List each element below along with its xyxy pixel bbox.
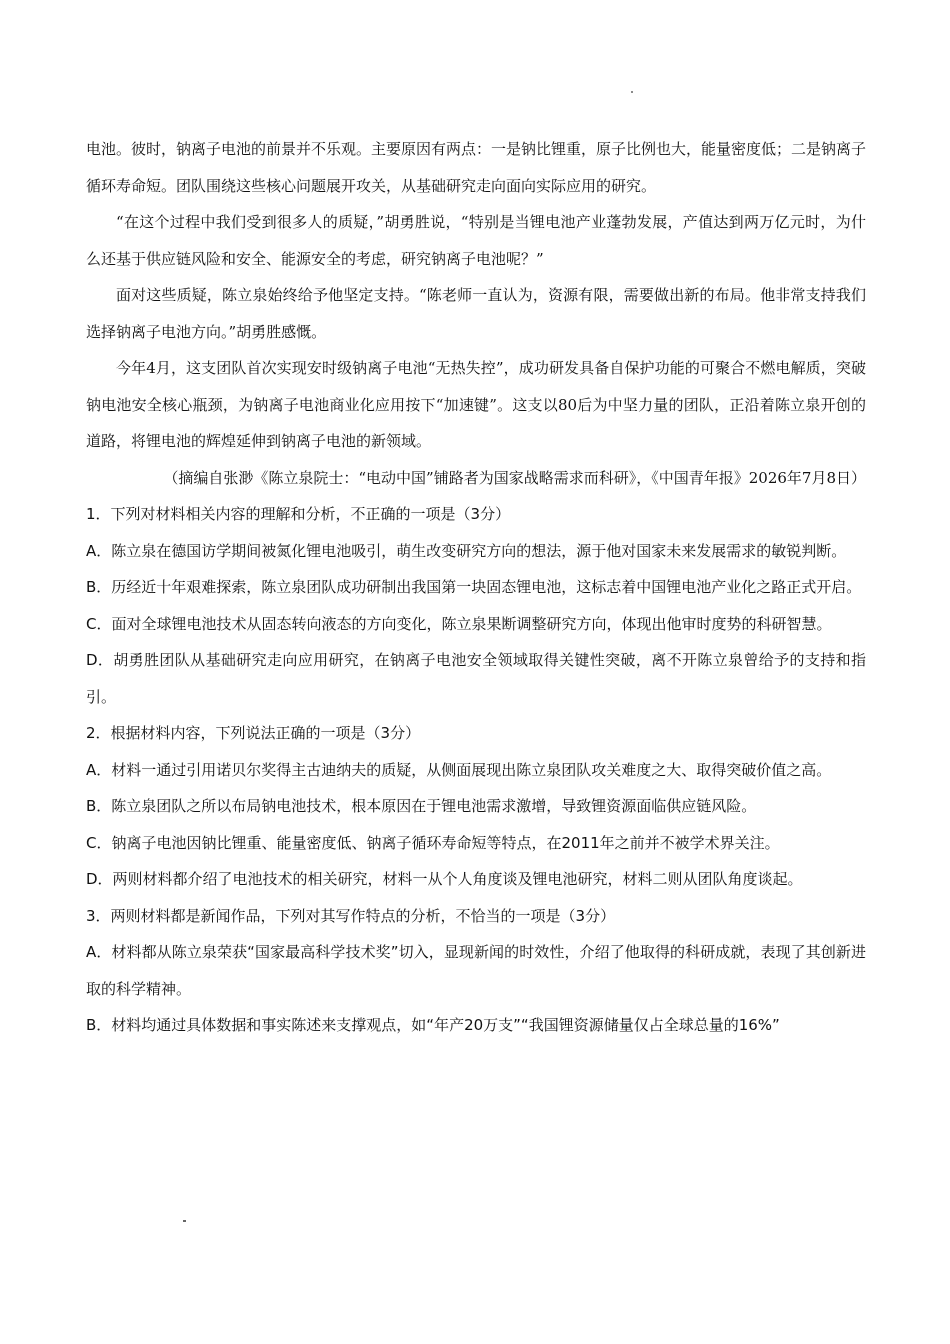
question-option: C．面对全球锂电池技术从固态转向液态的方向变化，陈立泉果断调整研究方向，体现出他审时度势的科研智慧。 xyxy=(86,614,832,633)
passage-paragraph: 面对这些质疑，陈立泉始终给予他坚定支持。“陈老师一直认为，资源有限，需要做出新的布局。他非常支持我们选择钠离子电池方向。”胡勇胜感慨。 xyxy=(86,286,866,341)
footer-mark xyxy=(183,1220,186,1222)
question-option: B．陈立泉团队之所以布局钠电池技术，根本原因在于锂电池需求激增，导致锂资源面临供应链风险。 xyxy=(86,797,757,815)
passage-source: （摘编自张渺《陈立泉院士：“电动中国”铺路者为国家战略需求而科研》，《中国青年报》2026年7月8日） xyxy=(163,468,866,487)
question-option: A．材料一通过引用诺贝尔奖得主古迪纳夫的质疑，从侧面展现出陈立泉团队攻关难度之大、取得突破价值之高。 xyxy=(86,760,832,779)
passage-paragraph: 今年4月，这支团队首次实现安时级钠离子电池“无热失控”，成功研发具备自保护功能的可聚合不燃电解质，突破钠电池安全核心瓶颈，为钠离子电池商业化应用按下“加速键”。这支以80后为中坚力量的团队，正沿着陈立泉开创的道路，将锂电池的辉煌延伸到钠离子电池的新领域。 xyxy=(86,359,866,450)
question-option: B．材料均通过具体数据和事实陈述来支撑观点，如“年产20万支”“我国锂资源储量仅占全球总量的16%” xyxy=(86,1016,780,1034)
passage-paragraph: “在这个过程中我们受到很多人的质疑，”胡勇胜说，“特别是当锂电池产业蓬勃发展，产值达到两万亿元时，为什么还基于供应链风险和安全、能源安全的考虑，研究钠离子电池呢？” xyxy=(86,213,866,268)
question-option: D．胡勇胜团队从基础研究走向应用研究，在钠离子电池安全领域取得关键性突破，离不开陈立泉曾给予的支持和指引。 xyxy=(86,651,866,706)
question-option: D．两则材料都介绍了电池技术的相关研究，材料一从个人角度谈及锂电池研究，材料二则从团队角度谈起。 xyxy=(86,870,803,888)
header-mark xyxy=(631,91,633,93)
question-option: A．材料都从陈立泉荣获“国家最高科学技术奖”切入，显现新闻的时效性，介绍了他取得的科研成就，表现了其创新进取的科学精神。 xyxy=(86,943,866,998)
question-stem: 3．两则材料都是新闻作品，下列对其写作特点的分析，不恰当的一项是（3分） xyxy=(86,906,616,925)
question-stem: 2．根据材料内容，下列说法正确的一项是（3分） xyxy=(86,724,421,742)
question-option: C．钠离子电池因钠比锂重、能量密度低、钠离子循环寿命短等特点，在2011年之前并不被学术界关注。 xyxy=(86,833,780,852)
question-option: B．历经近十年艰难探索，陈立泉团队成功研制出我国第一块固态锂电池，这标志着中国锂电池产业化之路正式开启。 xyxy=(86,578,862,596)
passage-paragraph: 电池。彼时，钠离子电池的前景并不乐观。主要原因有两点：一是钠比锂重，原子比例也大，能量密度低；二是钠离子循环寿命短。团队围绕这些核心问题展开攻关，从基础研究走向面向实际应用的研究。 xyxy=(86,140,867,195)
question-stem: 1．下列对材料相关内容的理解和分析，不正确的一项是（3分） xyxy=(86,505,511,523)
page-content xyxy=(86,131,866,1044)
question-option: A．陈立泉在德国访学期间被氮化锂电池吸引，萌生改变研究方向的想法，源于他对国家未来发展需求的敏锐判断。 xyxy=(86,541,847,560)
